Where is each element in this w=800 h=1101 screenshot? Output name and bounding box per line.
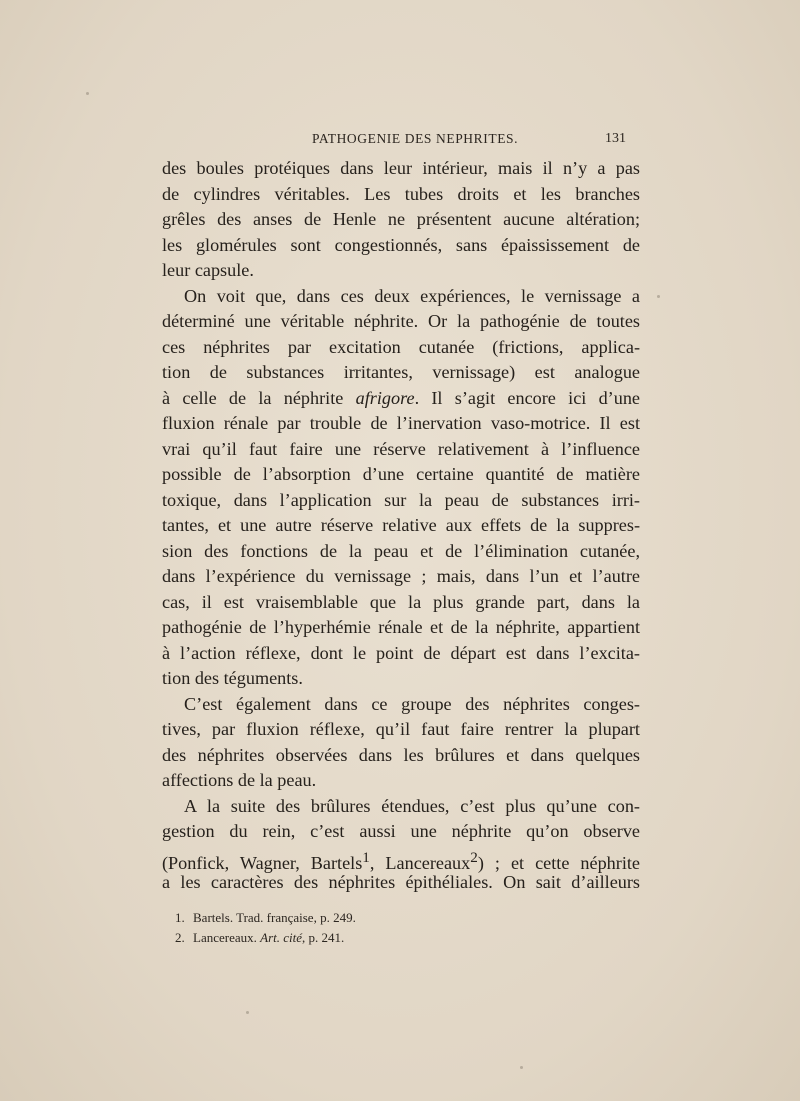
text-segment: à celle de la néphrite bbox=[162, 387, 356, 408]
text-line: possible de l’absorption d’une certaine quantité de matière bbox=[162, 464, 640, 484]
text-line: a les caractères des néphrites épithéliales. On sait d’ailleurs bbox=[162, 872, 640, 892]
text-segment: , Lancereaux bbox=[369, 852, 471, 873]
italic-term: afrigore bbox=[355, 387, 415, 408]
footnote-ref[interactable]: 1 bbox=[362, 848, 370, 866]
text-segment: (Ponfick, Wagner, Bartels bbox=[162, 852, 363, 873]
text-line: des néphrites observées dans les brûlures et dans quelques bbox=[162, 744, 640, 765]
footnotes bbox=[175, 908, 595, 948]
footnote bbox=[175, 928, 595, 948]
footnote-number: 1. bbox=[175, 910, 185, 925]
text-line: vrai qu’il faut faire une réserve relativement à l’influence bbox=[162, 438, 640, 459]
text-line: tion des téguments. bbox=[162, 668, 303, 688]
footnote-italic: Art. cité bbox=[260, 930, 303, 945]
text-line: cas, il est vraisemblable que la plus grande part, dans la bbox=[162, 591, 640, 612]
text-line: fluxion rénale par trouble de l’inervation vaso-motrice. Il est bbox=[162, 413, 640, 433]
text-line: gestion du rein, c’est aussi une néphrite qu’on observe bbox=[162, 821, 640, 841]
footnote-author: Lancereaux. bbox=[193, 930, 261, 945]
page-number: 131 bbox=[605, 131, 626, 146]
footnote bbox=[175, 908, 595, 928]
text-line: à l’action réflexe, dont le point de départ est dans l’excita- bbox=[162, 642, 640, 663]
running-head bbox=[162, 131, 626, 151]
text-line: ces néphrites par excitation cutanée (frictions, applica- bbox=[162, 336, 640, 357]
text-line-with-italic bbox=[162, 386, 640, 412]
text-line: tives, par fluxion réflexe, qu’il faut faire rentrer la plupart bbox=[162, 719, 640, 739]
paper-speck bbox=[520, 1066, 523, 1069]
text-line: des boules protéiques dans leur intérieur, mais il n’y a pas bbox=[162, 158, 640, 178]
text-segment: . Il s’agit encore ici d’une bbox=[414, 387, 640, 408]
text-line: tantes, et une autre réserve relative aux effets de la suppres- bbox=[162, 515, 640, 535]
text-line: toxique, dans l’application sur la peau de substances irri- bbox=[162, 489, 640, 510]
text-line: de cylindres véritables. Les tubes droits et les branches bbox=[162, 183, 640, 204]
text-line: sion des fonctions de la peau et de l’élimination cutanée, bbox=[162, 540, 640, 561]
text-line: leur capsule. bbox=[162, 260, 254, 280]
paper-speck bbox=[246, 1011, 249, 1014]
body-text bbox=[162, 156, 640, 896]
text-segment: ) ; et cette néphrite bbox=[477, 852, 640, 873]
footnote-ref[interactable]: 2 bbox=[470, 848, 478, 866]
text-line: pathogénie de l’hyperhémie rénale et de la néphrite, appartient bbox=[162, 617, 640, 637]
text-line: déterminé une véritable néphrite. Or la pathogénie de toutes bbox=[162, 311, 640, 331]
text-line: tion de substances irritantes, vernissage) est analogue bbox=[162, 362, 640, 382]
footnote-rest: , p. 241. bbox=[302, 930, 345, 945]
paragraph-start-line: C’est également dans ce groupe des néphrites conges- bbox=[184, 693, 640, 714]
text-line-with-footnote-refs bbox=[162, 845, 640, 871]
text-line: dans l’expérience du vernissage ; mais, dans l’un et l’autre bbox=[162, 566, 640, 586]
running-title: PATHOGENIE DES NEPHRITES. bbox=[312, 131, 519, 146]
footnote-text: Bartels. Trad. française, p. 249. bbox=[193, 910, 356, 925]
text-line: affections de la peau. bbox=[162, 770, 317, 790]
paragraph-start-line: On voit que, dans ces deux expériences, le vernissage a bbox=[184, 285, 640, 306]
paragraph-start-line: A la suite des brûlures étendues, c’est plus qu’une con- bbox=[184, 795, 640, 816]
text-line: les glomérules sont congestionnés, sans épaississement de bbox=[162, 234, 640, 255]
text-line: grêles des anses de Henle ne présentent aucune altération; bbox=[162, 209, 640, 229]
paper-speck bbox=[86, 92, 89, 95]
paper-speck bbox=[657, 295, 660, 298]
footnote-number: 2. bbox=[175, 930, 185, 945]
